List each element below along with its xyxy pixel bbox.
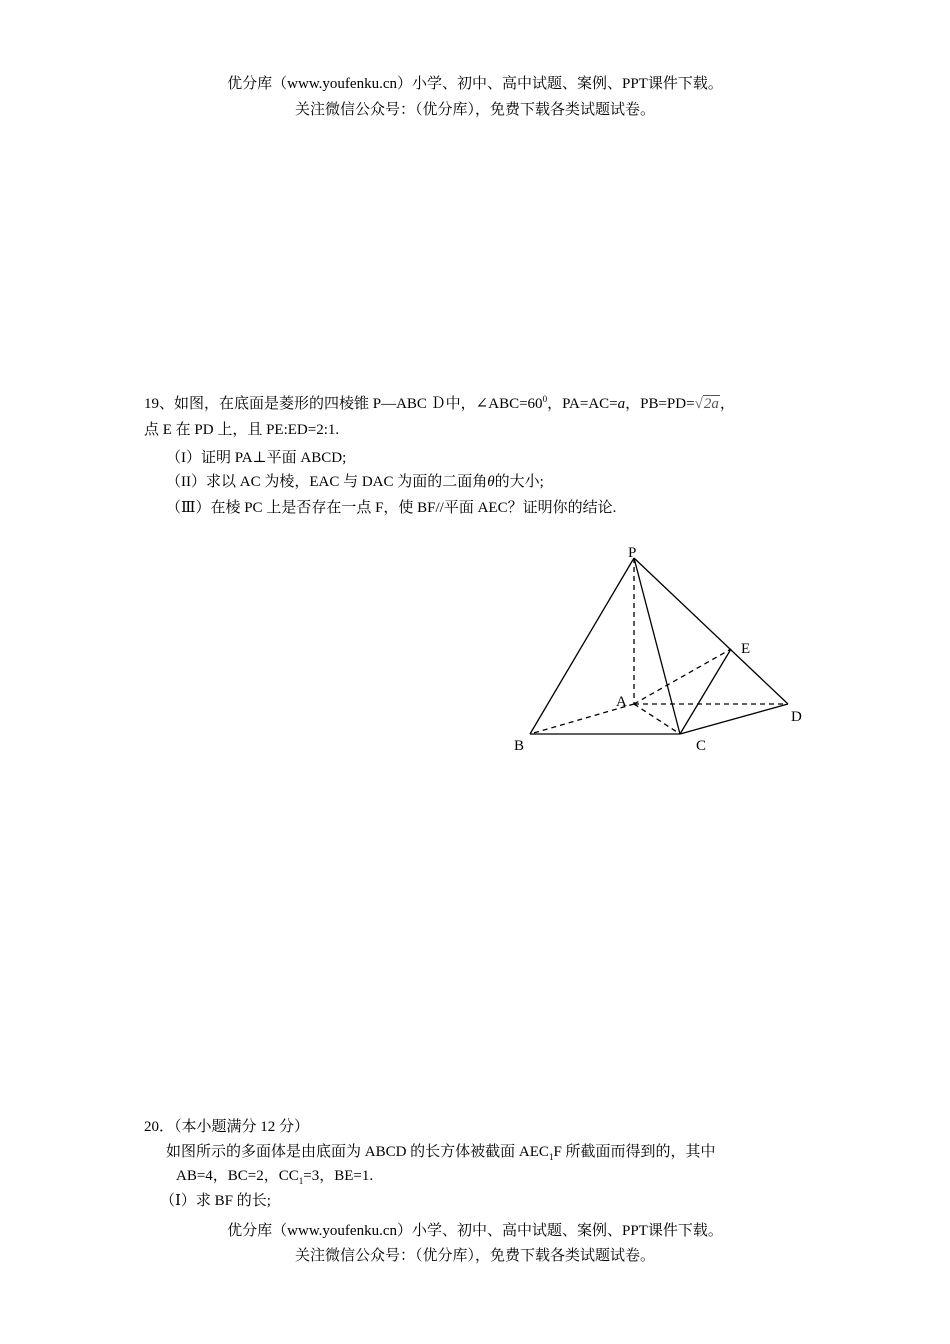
q19-text-b: ，PA=AC= bbox=[547, 396, 618, 412]
q19-part-2 bbox=[166, 472, 544, 492]
edge-AE bbox=[634, 649, 731, 704]
edge-PC bbox=[634, 558, 680, 734]
edge-CD bbox=[680, 704, 788, 734]
q20-line-1 bbox=[166, 1142, 716, 1162]
q20-line-2-text-a: AB=4，BC=2，CC bbox=[176, 1168, 299, 1184]
header-line-1: 优分库（www.youfenku.cn）小学、初中、高中试题、案例、PPT课件下载。 bbox=[227, 76, 723, 92]
q20-line-2 bbox=[176, 1166, 373, 1186]
q19-text-c: ，PB=PD= bbox=[625, 396, 695, 412]
header-line-2: 关注微信公众号：（优分库），免费下载各类试题试卷。 bbox=[294, 102, 655, 118]
q19-text-a: 19、如图，在底面是菱形的四棱锥 P—ABC Ｄ中，∠ABC=60 bbox=[144, 396, 543, 412]
footer-line-1: 优分库（www.youfenku.cn）小学、初中、高中试题、案例、PPT课件下载。 bbox=[227, 1223, 723, 1239]
q20-line-1-text-b: F 所截面而得到的，其中 bbox=[553, 1144, 716, 1160]
edge-CE bbox=[680, 649, 731, 734]
label-P: P bbox=[628, 545, 637, 561]
q19-part-1: （I）证明 PA⊥平面 ABCD; bbox=[166, 450, 347, 466]
sqrt-var: a bbox=[711, 396, 719, 412]
q20-part-1: （Ⅰ）求 BF 的长; bbox=[160, 1193, 271, 1209]
q19-line-2: 点 E 在 PD 上，且 PE:ED=2:1. bbox=[144, 422, 340, 438]
pyramid-figure bbox=[500, 535, 820, 765]
sqrt-expression: √2a bbox=[694, 396, 719, 412]
label-C: C bbox=[696, 738, 707, 754]
q20-line-1-sub: 1 bbox=[548, 1152, 554, 1162]
label-B: B bbox=[514, 738, 525, 754]
q19-text-end: ， bbox=[719, 396, 735, 412]
label-E: E bbox=[741, 641, 751, 657]
q19-degree-sup: 0 bbox=[542, 394, 548, 404]
q19-part-2-text-a: （II）求以 AC 为棱，EAC 与 DAC 为面的二面角 bbox=[166, 474, 488, 490]
q19-line-1 bbox=[144, 394, 735, 414]
q20-line-2-sub: 1 bbox=[298, 1176, 304, 1186]
q19-var-a: a bbox=[617, 396, 626, 412]
q20-title: 20．（本小题满分 12 分） bbox=[144, 1119, 310, 1135]
q19-part-2-text-b: 的大小; bbox=[494, 474, 544, 490]
label-D: D bbox=[791, 709, 802, 725]
q19-part-3: （Ⅲ）在棱 PC 上是否存在一点 F，使 BF//平面 AEC？证明你的结论. bbox=[166, 500, 617, 516]
q20-line-2-text-b: =3，BE=1. bbox=[303, 1168, 374, 1184]
theta-symbol: θ bbox=[487, 474, 495, 490]
q20-line-1-text-a: 如图所示的多面体是由底面为 ABCD 的长方体被截面 AEC bbox=[166, 1144, 549, 1160]
sqrt-radicand: 2 bbox=[703, 396, 712, 412]
label-A: A bbox=[616, 694, 627, 710]
footer-line-2: 关注微信公众号：（优分库），免费下载各类试题试卷。 bbox=[294, 1248, 655, 1264]
